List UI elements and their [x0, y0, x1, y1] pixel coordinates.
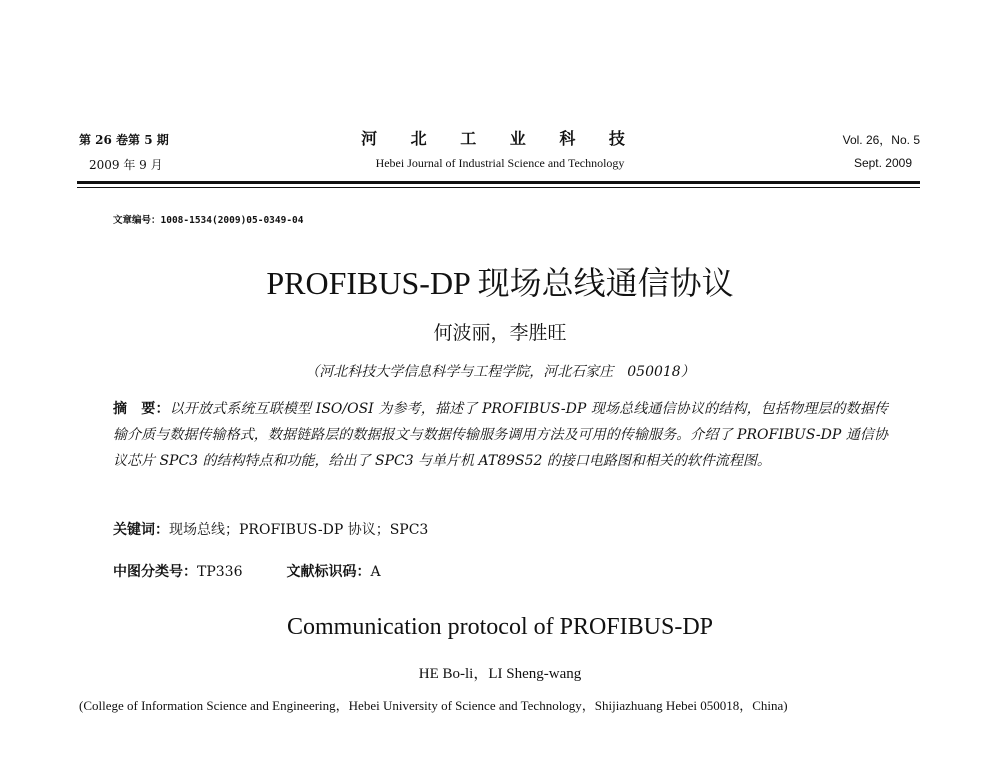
doc-code-label: 文献标识码：	[286, 564, 371, 580]
article-number: 文章编号：1008-1534(2009)05-0349-04	[113, 215, 304, 226]
affiliation-cn: （河北科技大学信息科学与工程学院，河北石家庄 050018）	[305, 364, 695, 380]
classification-line	[113, 561, 381, 581]
authors-cn: 何波丽，李胜旺	[433, 322, 567, 344]
keywords-cn	[113, 519, 428, 539]
clc-value: TP336	[197, 564, 243, 580]
affiliation-en: (College of Information Science and Engineering，Hebei University of Science and Technology，Shijiazhuang Hebei 050018，China)	[79, 698, 788, 713]
date-en: Sept. 2009	[853, 156, 912, 170]
keywords-label: 关键词：	[113, 522, 169, 538]
journal-title-cn: 河 北 工 业 科 技	[361, 129, 639, 148]
journal-title-en: Hebei Journal of Industrial Science and Technology	[375, 156, 625, 170]
date-cn: 2009 年 9 月	[89, 158, 163, 172]
keywords-text: 现场总线；PROFIBUS-DP 协议；SPC3	[169, 522, 429, 538]
doc-code-value: A	[370, 564, 381, 580]
clc-label: 中图分类号：	[113, 564, 197, 580]
abstract-label: 摘 要：	[113, 401, 170, 417]
authors-en: HE Bo-li，LI Sheng-wang	[418, 666, 582, 682]
volume-issue-cn: 第 26 卷第 5 期	[79, 133, 169, 147]
header-rule-thin	[77, 187, 920, 188]
abstract-text: 以开放式系统互联模型 ISO/OSI 为参考，描述了 PROFIBUS-DP 现场总线通信协议的结构，包括物理层的数据传输介质与数据传输格式，数据链路层的数据报文与数据传输服务调用方法及可用的传输服务。介绍了 PROFIBUS-DP 通信协议芯片 SPC3 的结构特点和功能，给出了 SPC3 与单片机 AT89S52 的接口电路图和相关的软件流程图。	[113, 401, 888, 469]
paper-title-cn: PROFIBUS-DP 现场总线通信协议	[266, 265, 734, 301]
paper-title-en: Communication protocol of PROFIBUS-DP	[286, 614, 713, 640]
header-rule-thick	[77, 181, 920, 184]
abstract-cn	[113, 396, 888, 474]
volume-issue-en: Vol. 26，No. 5	[842, 133, 920, 147]
